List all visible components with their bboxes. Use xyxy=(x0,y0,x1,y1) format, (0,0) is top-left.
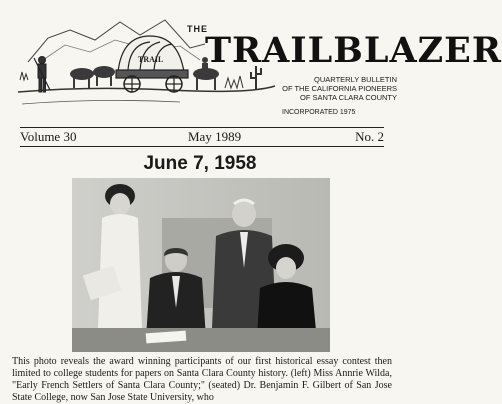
photo-caption: This photo reveals the award winning participants of our first historical essay contest then limited to college students for papers on Santa Clara County history. (left) Miss Annrie Wilda, "Early French Settlers of Santa Clara County;" (seated) Dr. Benjamin F. Gilbert of San Jose State College, now San Jose State University, who xyxy=(12,356,392,403)
oxen-team xyxy=(70,66,115,88)
issue-date: May 1989 xyxy=(188,129,242,144)
issue-number: No. 2 xyxy=(355,129,384,144)
bulletin-description xyxy=(262,75,397,102)
svg-text:TRAIL: TRAIL xyxy=(138,55,164,64)
masthead-title: TRAILBLAZER xyxy=(205,30,502,71)
bulletin-line: OF THE CALIFORNIA PIONEERS xyxy=(282,84,397,93)
article-headline: June 7, 1958 xyxy=(143,153,257,174)
bottom-rule xyxy=(20,146,384,147)
volume-label: Volume 30 xyxy=(20,129,77,144)
masthead-pre-title: THE xyxy=(187,24,208,34)
bulletin-line: QUARTERLY BULLETIN xyxy=(314,75,397,84)
pioneer-figure xyxy=(34,57,50,93)
bulletin-line: OF SANTA CLARA COUNTY xyxy=(300,93,397,102)
masthead xyxy=(0,0,502,128)
issue-info-row xyxy=(20,129,384,147)
top-rule xyxy=(20,127,384,128)
award-winners-photo xyxy=(72,178,330,352)
covered-wagon xyxy=(116,36,188,92)
incorporated-note: INCORPORATED 1975 xyxy=(282,109,356,116)
